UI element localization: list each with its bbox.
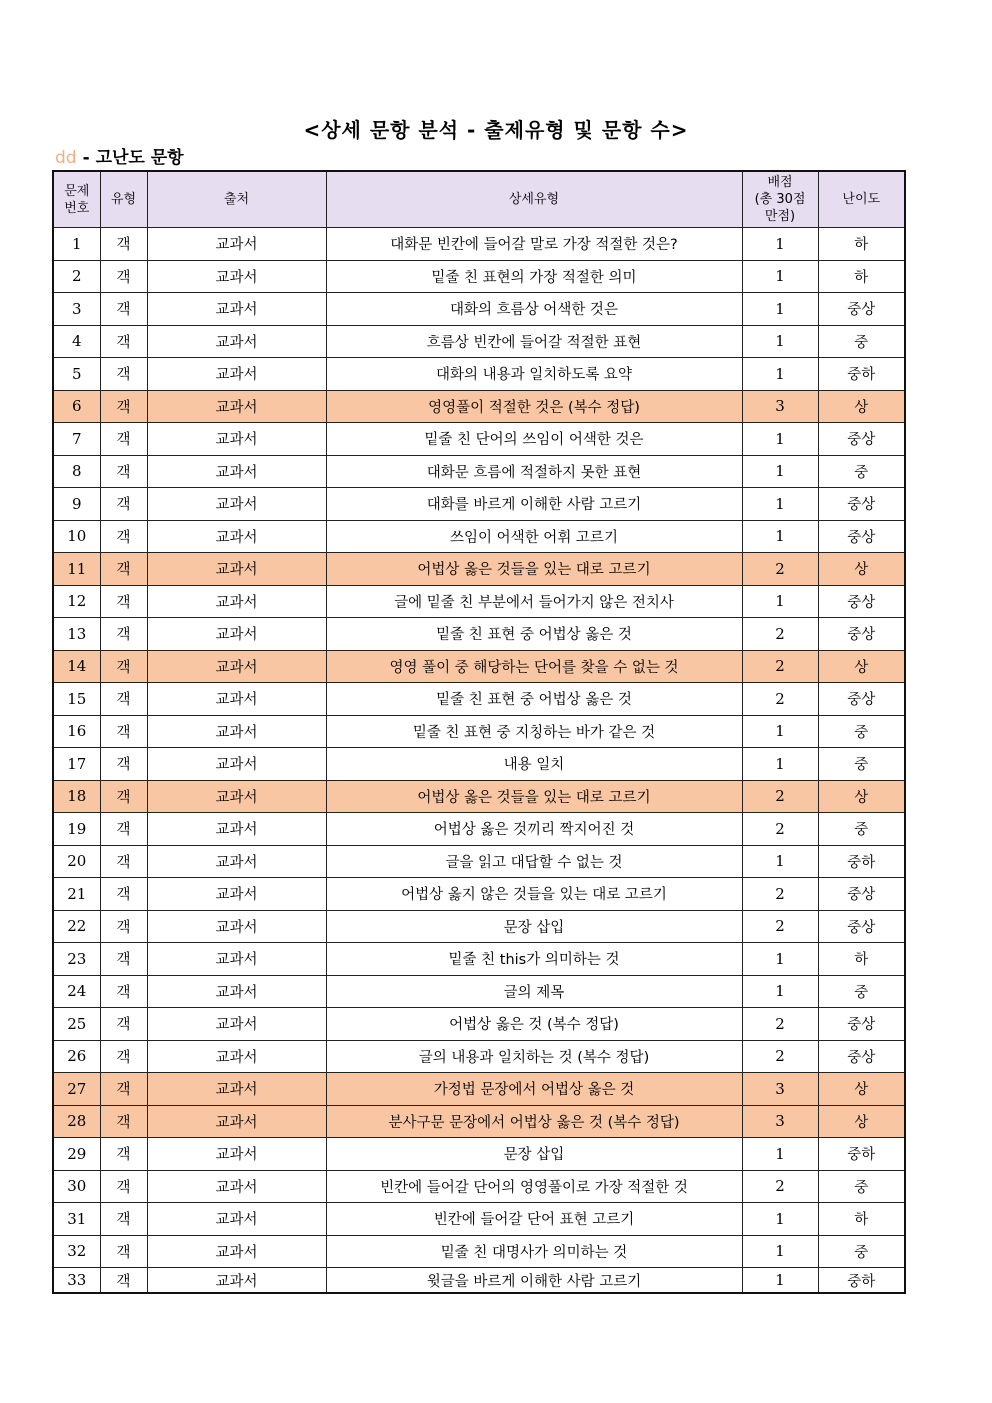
cell-type: 객 [100,520,147,553]
cell-num: 16 [53,715,100,748]
cell-source: 교과서 [147,1235,326,1268]
cell-score: 3 [742,390,818,423]
cell-score: 1 [742,358,818,391]
table-row [53,975,905,1008]
cell-type: 객 [100,1170,147,1203]
header-detail: 상세유형 [326,171,742,228]
table-row [53,260,905,293]
cell-num: 1 [53,228,100,261]
table-row [53,1268,905,1294]
cell-detail: 글의 제목 [326,975,742,1008]
cell-score: 2 [742,553,818,586]
cell-type: 객 [100,715,147,748]
cell-source: 교과서 [147,1170,326,1203]
cell-level: 중 [818,748,905,781]
cell-detail: 빈칸에 들어갈 단어의 영영풀이로 가장 적절한 것 [326,1170,742,1203]
table-row [53,683,905,716]
cell-source: 교과서 [147,488,326,521]
cell-type: 객 [100,813,147,846]
cell-source: 교과서 [147,618,326,651]
table-row [53,1105,905,1138]
cell-type: 객 [100,1268,147,1294]
cell-num: 2 [53,260,100,293]
cell-source: 교과서 [147,910,326,943]
cell-type: 객 [100,1073,147,1106]
cell-level: 중상 [818,293,905,326]
table-body [53,228,905,1294]
cell-num: 14 [53,650,100,683]
cell-type: 객 [100,1235,147,1268]
cell-type: 객 [100,845,147,878]
table-row [53,455,905,488]
cell-level: 중상 [818,618,905,651]
cell-score: 2 [742,618,818,651]
cell-score: 1 [742,715,818,748]
header-source: 출처 [147,171,326,228]
cell-source: 교과서 [147,455,326,488]
cell-score: 1 [742,1203,818,1236]
cell-type: 객 [100,228,147,261]
cell-score: 1 [742,748,818,781]
cell-source: 교과서 [147,1105,326,1138]
cell-score: 1 [742,423,818,456]
cell-num: 4 [53,325,100,358]
cell-source: 교과서 [147,943,326,976]
subtitle-label: 고난도 문항 [95,148,184,168]
cell-score: 2 [742,910,818,943]
page-title: <상세 문항 분석 - 출제유형 및 문항 수> [303,118,689,142]
table-row [53,943,905,976]
cell-num: 19 [53,813,100,846]
table-row [53,423,905,456]
cell-num: 23 [53,943,100,976]
cell-source: 교과서 [147,1138,326,1171]
cell-type: 객 [100,325,147,358]
cell-num: 5 [53,358,100,391]
cell-score: 2 [742,1008,818,1041]
cell-detail: 글의 내용과 일치하는 것 (복수 정답) [326,1040,742,1073]
cell-detail: 글에 밑줄 친 부분에서 들어가지 않은 전치사 [326,585,742,618]
header-level: 난이도 [818,171,905,228]
cell-detail: 윗글을 바르게 이해한 사람 고르기 [326,1268,742,1294]
cell-num: 24 [53,975,100,1008]
cell-detail: 밑줄 친 표현의 가장 적절한 의미 [326,260,742,293]
cell-type: 객 [100,683,147,716]
cell-type: 객 [100,650,147,683]
cell-type: 객 [100,358,147,391]
cell-num: 33 [53,1268,100,1294]
cell-detail: 대화를 바르게 이해한 사람 고르기 [326,488,742,521]
cell-num: 22 [53,910,100,943]
cell-type: 객 [100,423,147,456]
table-row [53,1008,905,1041]
table-row [53,293,905,326]
cell-level: 상 [818,390,905,423]
cell-type: 객 [100,1008,147,1041]
cell-type: 객 [100,1138,147,1171]
cell-detail: 빈칸에 들어갈 단어 표현 고르기 [326,1203,742,1236]
cell-score: 1 [742,228,818,261]
cell-type: 객 [100,488,147,521]
cell-source: 교과서 [147,650,326,683]
cell-level: 하 [818,943,905,976]
cell-num: 3 [53,293,100,326]
table-row [53,1203,905,1236]
table-row [53,1040,905,1073]
cell-level: 중상 [818,1040,905,1073]
cell-source: 교과서 [147,975,326,1008]
cell-num: 9 [53,488,100,521]
cell-num: 21 [53,878,100,911]
cell-detail: 내용 일치 [326,748,742,781]
table-row [53,358,905,391]
table-row [53,715,905,748]
cell-detail: 밑줄 친 대명사가 의미하는 것 [326,1235,742,1268]
cell-source: 교과서 [147,520,326,553]
subtitle-prefix: dd [55,148,77,168]
cell-type: 객 [100,878,147,911]
cell-source: 교과서 [147,325,326,358]
cell-source: 교과서 [147,715,326,748]
cell-level: 중 [818,455,905,488]
cell-detail: 문장 삽입 [326,1138,742,1171]
cell-num: 31 [53,1203,100,1236]
cell-num: 28 [53,1105,100,1138]
cell-detail: 쓰임이 어색한 어휘 고르기 [326,520,742,553]
cell-level: 하 [818,228,905,261]
cell-type: 객 [100,910,147,943]
cell-detail: 어법상 옳은 것끼리 짝지어진 것 [326,813,742,846]
cell-level: 중상 [818,520,905,553]
cell-level: 중상 [818,1008,905,1041]
cell-source: 교과서 [147,553,326,586]
cell-level: 중상 [818,585,905,618]
header-score: 배점 (총 30점 만점) [742,171,818,228]
cell-level: 중상 [818,683,905,716]
cell-score: 2 [742,780,818,813]
cell-num: 12 [53,585,100,618]
table-row [53,488,905,521]
cell-source: 교과서 [147,1203,326,1236]
cell-detail: 영영풀이 적절한 것은 (복수 정답) [326,390,742,423]
table-row [53,1235,905,1268]
cell-score: 1 [742,260,818,293]
cell-score: 3 [742,1073,818,1106]
cell-type: 객 [100,293,147,326]
cell-detail: 어법상 옳은 것들을 있는 대로 고르기 [326,553,742,586]
cell-num: 7 [53,423,100,456]
cell-source: 교과서 [147,845,326,878]
item-analysis-table [52,170,906,1294]
cell-num: 32 [53,1235,100,1268]
cell-num: 13 [53,618,100,651]
cell-num: 29 [53,1138,100,1171]
cell-level: 하 [818,1203,905,1236]
cell-detail: 대화의 흐름상 어색한 것은 [326,293,742,326]
cell-level: 중상 [818,488,905,521]
table-row [53,325,905,358]
cell-score: 1 [742,1268,818,1294]
cell-source: 교과서 [147,813,326,846]
cell-type: 객 [100,390,147,423]
cell-level: 중하 [818,1138,905,1171]
cell-level: 중하 [818,358,905,391]
cell-source: 교과서 [147,1008,326,1041]
table-row [53,1073,905,1106]
cell-source: 교과서 [147,1073,326,1106]
table-row [53,780,905,813]
cell-detail: 영영 풀이 중 해당하는 단어를 찾을 수 없는 것 [326,650,742,683]
cell-score: 1 [742,845,818,878]
cell-level: 중상 [818,423,905,456]
table-row [53,1138,905,1171]
cell-detail: 어법상 옳은 것들을 있는 대로 고르기 [326,780,742,813]
section-subtitle [55,143,184,168]
cell-source: 교과서 [147,390,326,423]
cell-detail: 밑줄 친 표현 중 어법상 옳은 것 [326,683,742,716]
cell-level: 중상 [818,878,905,911]
cell-detail: 밑줄 친 this가 의미하는 것 [326,943,742,976]
cell-level: 중상 [818,910,905,943]
cell-type: 객 [100,1203,147,1236]
table-row [53,878,905,911]
cell-detail: 글을 읽고 대답할 수 없는 것 [326,845,742,878]
table-row [53,1170,905,1203]
cell-level: 중 [818,715,905,748]
table-header-row [53,171,905,228]
cell-level: 중 [818,1170,905,1203]
cell-score: 1 [742,520,818,553]
cell-score: 1 [742,1235,818,1268]
cell-level: 상 [818,650,905,683]
cell-type: 객 [100,585,147,618]
cell-score: 1 [742,1138,818,1171]
cell-level: 중 [818,1235,905,1268]
cell-num: 6 [53,390,100,423]
table-row [53,845,905,878]
cell-num: 17 [53,748,100,781]
table-row [53,650,905,683]
cell-source: 교과서 [147,748,326,781]
cell-source: 교과서 [147,260,326,293]
table-row [53,228,905,261]
cell-source: 교과서 [147,1040,326,1073]
subtitle-separator: - [82,148,90,168]
cell-num: 26 [53,1040,100,1073]
cell-level: 중 [818,325,905,358]
table-row [53,618,905,651]
cell-level: 상 [818,553,905,586]
cell-num: 8 [53,455,100,488]
cell-detail: 어법상 옳지 않은 것들을 있는 대로 고르기 [326,878,742,911]
cell-detail: 밑줄 친 단어의 쓰임이 어색한 것은 [326,423,742,456]
cell-source: 교과서 [147,780,326,813]
table-row [53,553,905,586]
cell-detail: 밑줄 친 표현 중 지칭하는 바가 같은 것 [326,715,742,748]
cell-score: 1 [742,585,818,618]
cell-score: 3 [742,1105,818,1138]
cell-level: 상 [818,1105,905,1138]
cell-detail: 분사구문 문장에서 어법상 옳은 것 (복수 정답) [326,1105,742,1138]
cell-level: 중 [818,813,905,846]
cell-num: 20 [53,845,100,878]
cell-level: 상 [818,1073,905,1106]
cell-score: 1 [742,293,818,326]
cell-level: 상 [818,780,905,813]
cell-type: 객 [100,975,147,1008]
cell-source: 교과서 [147,228,326,261]
table-row [53,910,905,943]
cell-type: 객 [100,748,147,781]
cell-score: 1 [742,975,818,1008]
table-row [53,813,905,846]
cell-score: 1 [742,455,818,488]
cell-detail: 대화문 빈칸에 들어갈 말로 가장 적절한 것은? [326,228,742,261]
cell-detail: 대화문 흐름에 적절하지 못한 표현 [326,455,742,488]
cell-num: 27 [53,1073,100,1106]
cell-source: 교과서 [147,293,326,326]
cell-score: 1 [742,488,818,521]
cell-score: 2 [742,878,818,911]
cell-detail: 밑줄 친 표현 중 어법상 옳은 것 [326,618,742,651]
cell-type: 객 [100,1040,147,1073]
header-num: 문제 번호 [53,171,100,228]
cell-type: 객 [100,1105,147,1138]
cell-score: 2 [742,813,818,846]
cell-score: 2 [742,683,818,716]
cell-score: 1 [742,943,818,976]
cell-type: 객 [100,943,147,976]
cell-source: 교과서 [147,1268,326,1294]
cell-detail: 흐름상 빈칸에 들어갈 적절한 표현 [326,325,742,358]
cell-num: 11 [53,553,100,586]
cell-type: 객 [100,260,147,293]
cell-source: 교과서 [147,585,326,618]
cell-type: 객 [100,780,147,813]
cell-level: 중하 [818,1268,905,1294]
cell-score: 1 [742,325,818,358]
cell-score: 2 [742,1040,818,1073]
cell-num: 15 [53,683,100,716]
cell-type: 객 [100,455,147,488]
cell-detail: 가정법 문장에서 어법상 옳은 것 [326,1073,742,1106]
cell-detail: 문장 삽입 [326,910,742,943]
cell-num: 30 [53,1170,100,1203]
cell-num: 10 [53,520,100,553]
cell-num: 18 [53,780,100,813]
cell-score: 2 [742,650,818,683]
cell-detail: 어법상 옳은 것 (복수 정답) [326,1008,742,1041]
table-row [53,390,905,423]
cell-detail: 대화의 내용과 일치하도록 요약 [326,358,742,391]
header-type: 유형 [100,171,147,228]
table-row [53,520,905,553]
cell-type: 객 [100,553,147,586]
cell-source: 교과서 [147,358,326,391]
cell-source: 교과서 [147,423,326,456]
cell-level: 중하 [818,845,905,878]
table-row [53,748,905,781]
cell-type: 객 [100,618,147,651]
cell-source: 교과서 [147,683,326,716]
table-row [53,585,905,618]
cell-level: 중 [818,975,905,1008]
cell-num: 25 [53,1008,100,1041]
cell-score: 2 [742,1170,818,1203]
cell-source: 교과서 [147,878,326,911]
cell-level: 하 [818,260,905,293]
